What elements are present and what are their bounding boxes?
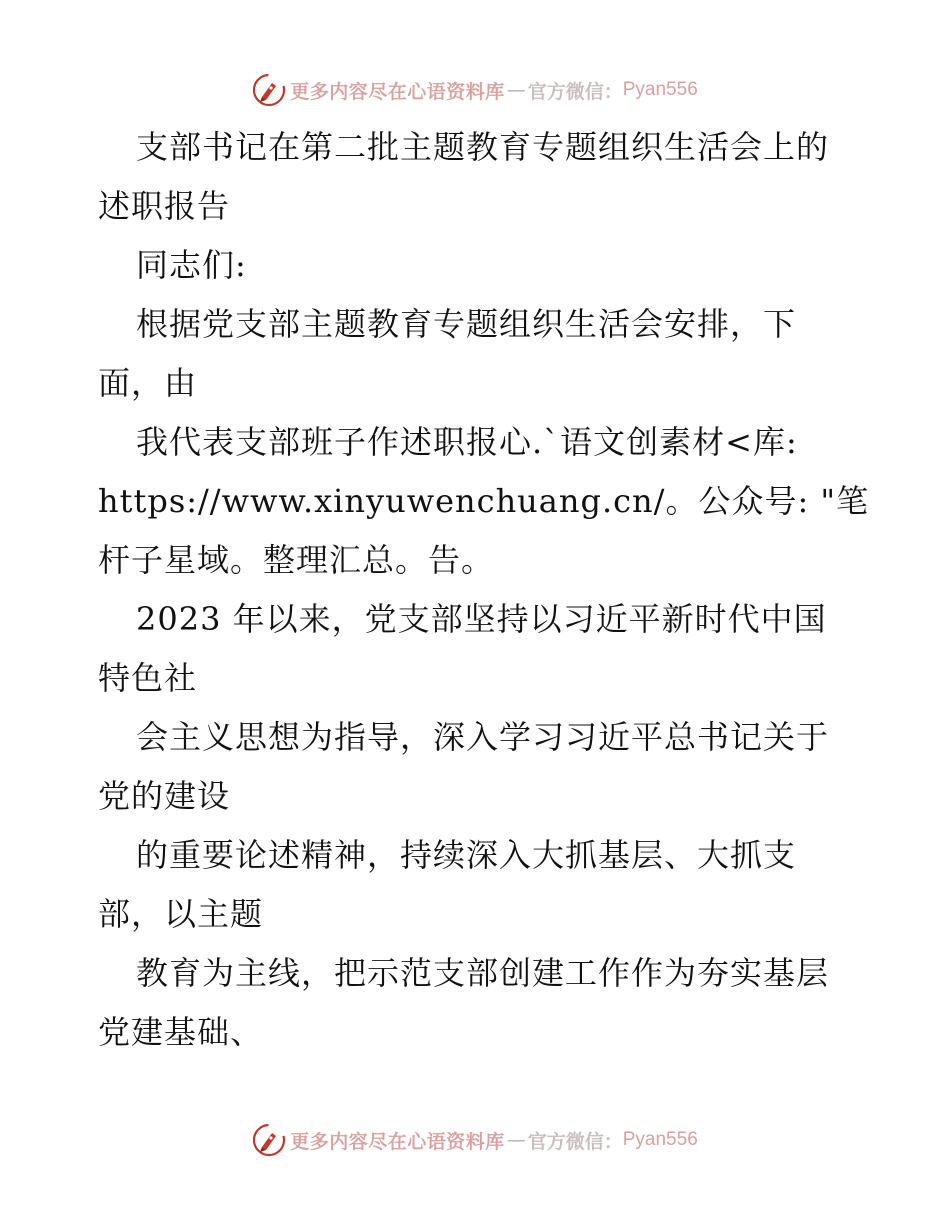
paragraph-line: 党的建设: [98, 777, 231, 815]
footer-wechat-id: Pyan556: [622, 1129, 698, 1150]
header-wechat-label: 官方微信：: [527, 80, 623, 103]
paragraph-line: 会主义思想为指导，深入学习习近平总书记关于: [136, 718, 830, 756]
title-line-2: 述职报告: [98, 187, 231, 225]
paragraph-line: 2023 年以来，党支部坚持以习近平新时代中国: [136, 600, 827, 638]
pen-nib-logo-icon: [252, 73, 286, 107]
paragraph-line: 的重要论述精神，持续深入大抓基层、大抓支: [136, 836, 797, 874]
paragraph-line: 根据党支部主题教育专题组织生活会安排，下: [136, 305, 797, 343]
header-banner: [0, 70, 950, 110]
footer-brand-text: 更多内容尽在心语资料库: [290, 1130, 505, 1153]
paragraph-line: 我代表支部班子作述职报心.`语文创素材<库:: [136, 423, 798, 461]
paragraph-line: 特色社: [98, 659, 198, 697]
header-brand-text: 更多内容尽在心语资料库: [290, 80, 505, 103]
paragraph-line: 教育为主线，把示范支部创建工作作为夯实基层: [136, 954, 830, 992]
paragraph-line: 面，由: [98, 364, 198, 402]
footer-banner: [0, 1120, 950, 1160]
paragraph-line: 党建基础、: [98, 1013, 264, 1051]
paragraph-line: 部，以主题: [98, 895, 264, 933]
header-dash: —: [506, 79, 526, 101]
salutation: 同志们:: [136, 246, 247, 284]
paragraph-line: 杆子星域。整理汇总。告。: [98, 541, 495, 579]
footer-dash: —: [506, 1129, 526, 1151]
title-line-1: 支部书记在第二批主题教育专题组织生活会上的: [136, 128, 830, 166]
document-body: [98, 118, 870, 1062]
paragraph-line: https://www.xinyuwenchuang.cn/。公众号: "笔: [98, 482, 870, 520]
footer-wechat-label: 官方微信：: [527, 1130, 623, 1153]
header-wechat-id: Pyan556: [622, 79, 698, 100]
pen-nib-logo-icon: [252, 1123, 286, 1157]
